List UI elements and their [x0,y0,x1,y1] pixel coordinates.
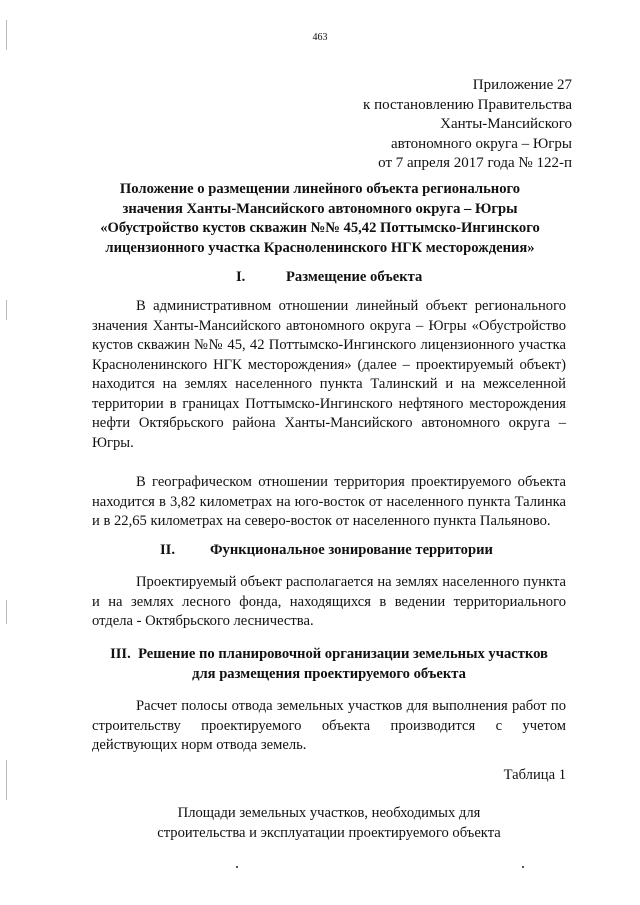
document-title [78,180,562,258]
caption-line: Площади земельных участков, необходимых для [177,805,481,821]
title-line: лицензионного участка Красноленинского НГК месторождения» [105,239,535,256]
section-heading [92,645,566,684]
section-number: II. [160,542,176,558]
section-title: Размещение объекта [286,269,423,285]
appendix-block [363,76,572,174]
title-line: значения Ханты-Мансийского автономного округа – Югры [122,200,518,217]
appendix-line: к постановлению Правительства [363,96,572,113]
title-line: Положение о размещении линейного объекта регионального [119,181,521,197]
appendix-line: автономного округа – Югры [390,135,572,152]
appendix-line: от 7 апреля 2017 года № 122-п [378,155,572,171]
section-number: I. [236,269,246,285]
paragraph: В административном отношении линейный объект регионального значения Ханты-Мансийского автономного округа – Югры «Обустройство кустов скважин №№ 45, 42 Поттымско-Ингинского лицензионного участка Красноленинского НГК месторождения» (далее – проектируемый объект) находится на землях населенного пункта Талинский и на межселенной территории в границах Поттымско-Ингинского нефтяного месторождения нефти Октябрьского района Ханты-Мансийского автономного округа – Югры. [92,298,566,451]
paragraph: Расчет полосы отвода земельных участков для выполнения работ по строительству проектируемого объекта производится с учетом действующих норм отвода земель. [92,698,566,753]
section-title: Функциональное зонирование территории [210,542,493,558]
paragraph: Проектируемый объект располагается на землях населенного пункта и на землях лесного фонда, находящихся в ведении территориального отдела - Октябрьского лесничества. [92,574,566,629]
scan-speck [236,866,238,868]
caption-line: строительства и эксплуатации проектируемого объекта [157,824,501,841]
scan-edge-mark [6,600,7,624]
appendix-line: Приложение 27 [472,77,572,93]
scan-edge-mark [6,760,7,800]
table-label: Таблица 1 [503,767,566,783]
section-heading [160,541,493,561]
section-title: Решение по планировочной организации земельных участков [138,646,548,662]
section-title-line: для размещения проектируемого объекта [192,665,466,682]
scan-edge-mark [6,300,7,320]
section-title-line [92,645,566,665]
title-line: «Обустройство кустов скважин №№ 45,42 Поттымско-Ингинского [100,220,540,236]
table-caption [92,804,566,843]
section-number: III. [110,646,131,662]
appendix-line: Ханты-Мансийского [440,116,572,132]
page-number: 463 [312,32,328,43]
paragraph: В географическом отношении территория проектируемого объекта находится в 3,82 километрах на юго-восток от населенного пункта Талинка и в 22,65 километрах на северо-восток от населенного пункта Пальяново. [92,474,566,529]
scan-speck [522,866,524,868]
section-heading [236,268,422,288]
